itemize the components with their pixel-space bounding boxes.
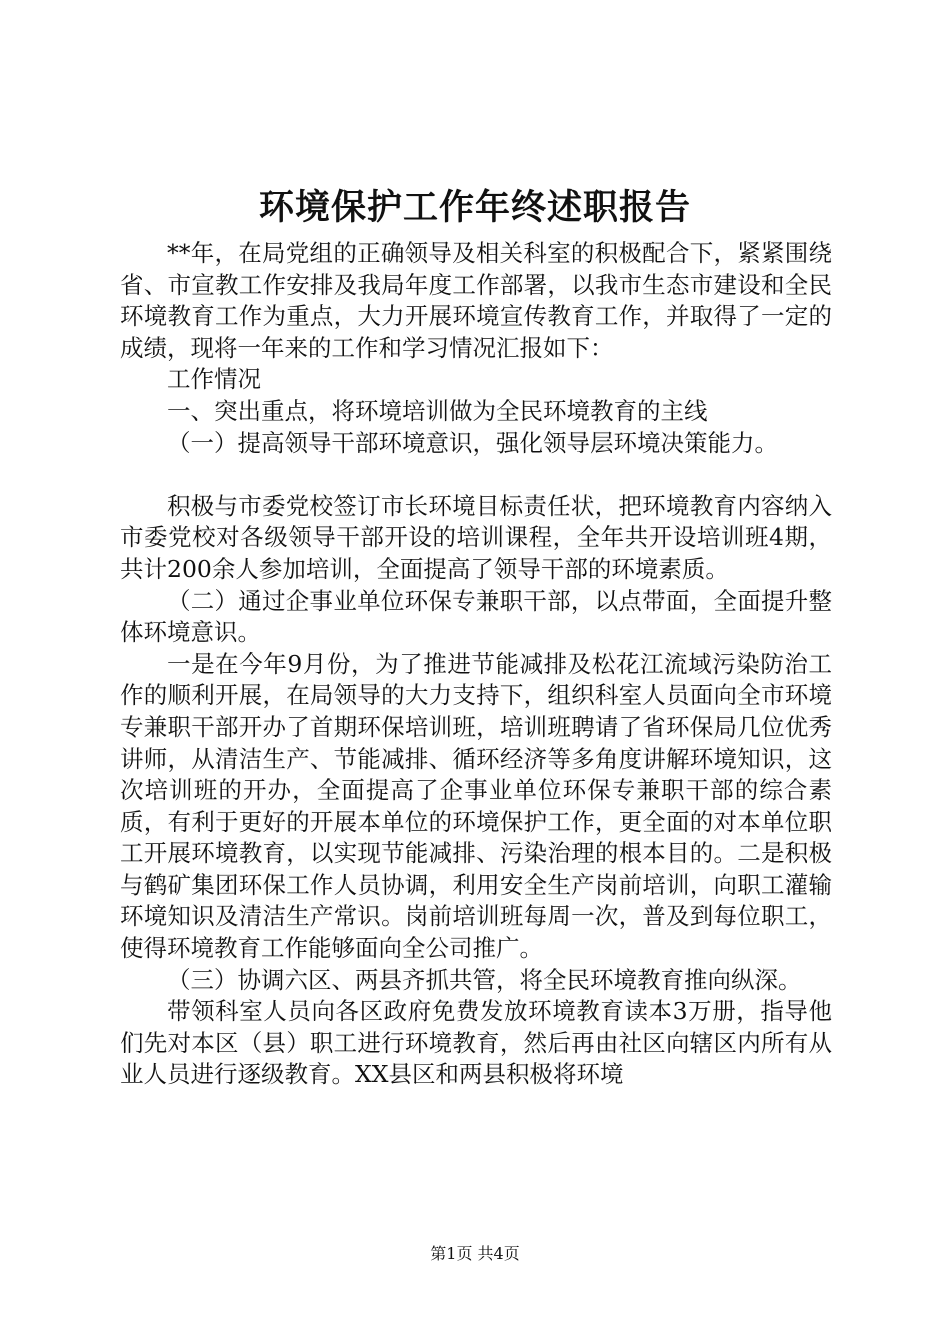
section-heading-1: 一、突出重点，将环境培训做为全民环境教育的主线 [167, 396, 708, 425]
subsection-heading-1: （一）提高领导干部环境意识，强化领导层环境决策能力。 [167, 428, 778, 457]
section-heading-work-status: 工作情况 [167, 365, 261, 394]
paragraph-intro: **年，在局党组的正确领导及相关科室的积极配合下，紧紧围绕省、市宣教工作安排及我局年度工作部署，以我市生态市建设和全民环境教育工作为重点，大力开展环境宣传教育工作，并取得了一定的成绩，现将一年来的工作和学习情况汇报如下： [120, 239, 832, 362]
paragraph-party-school: 积极与市委党校签订市长环境目标责任状，把环境教育内容纳入市委党校对各级领导干部开设的培训课程，全年共开设培训班4期，共计200余人参加培训，全面提高了领导干部的环境素质。 [120, 491, 832, 583]
paragraph-districts: 带领科室人员向各区政府免费发放环境教育读本3万册，指导他们先对本区（县）职工进行环境教育，然后再由社区向辖区内所有从业人员进行逐级教育。XX县区和两县积极将环境 [120, 997, 832, 1089]
subsection-heading-2: （二）通过企事业单位环保专兼职干部，以点带面，全面提升整体环境意识。 [120, 586, 832, 647]
document-title: 环境保护工作年终述职报告 [258, 187, 691, 228]
document-body [120, 238, 832, 1091]
subsection-heading-3: （三）协调六区、两县齐抓共管，将全民环境教育推向纵深。 [167, 965, 802, 994]
page-footer: 第1页 共4页 [430, 1244, 520, 1263]
paragraph-training: 一是在今年9月份，为了推进节能减排及松花江流域污染防治工作的顺利开展，在局领导的大力支持下，组织科室人员面向全市环境专兼职干部开办了首期环保培训班，培训班聘请了省环保局几位优秀讲师，从清洁生产、节能减排、循环经济等多角度讲解环境知识，这次培训班的开办，全面提高了企事业单位环保专兼职干部的综合素质，有利于更好的开展本单位的环境保护工作，更全面的对本单位职工开展环境教育，以实现节能减排、污染治理的根本目的。二是积极与鹤矿集团环保工作人员协调，利用安全生产岗前培训，向职工灌输环境知识及清洁生产常识。岗前培训班每周一次，普及到每位职工，使得环境教育工作能够面向全公司推广。 [120, 649, 832, 963]
